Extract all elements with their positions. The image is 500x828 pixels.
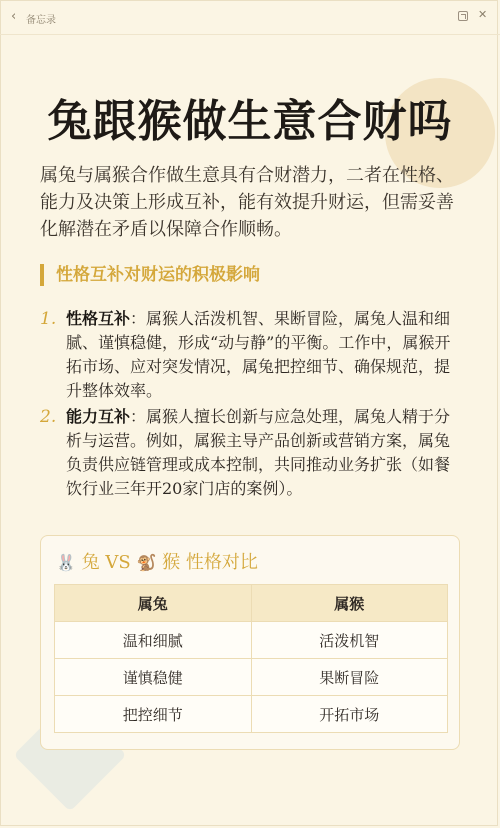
card-title: [56, 548, 258, 574]
card-title-suffix: 猴 性格对比: [162, 552, 258, 573]
top-bar: [0, 0, 500, 35]
list-body: ：属猴人活泼机智、果断冒险，属兔人温和细腻、谨慎稳健，形成“动与静”的平衡。工作中，属猴开拓市场、应对突发情况，属兔把控细节、确保规范，提升整体效率。: [66, 309, 451, 400]
table-cell: 把控细节: [55, 696, 252, 733]
intro-paragraph: 属兔与属猴合作做生意具有合财潜力，二者在性格、能力及决策上形成互补，能有效提升财运，但需妥善化解潜在矛盾以保障合作顺畅。: [40, 165, 454, 240]
card-title-prefix: 兔 VS: [81, 552, 131, 573]
table-row: [55, 622, 448, 659]
list-item: [40, 405, 455, 501]
table-cell: 谨慎稳健: [55, 659, 252, 696]
table-row: [55, 696, 448, 733]
table-cell: 果断冒险: [251, 659, 448, 696]
section-heading: 性格互补对财运的积极影响: [40, 264, 260, 286]
topbar-title[interactable]: 备忘录: [26, 15, 56, 26]
list-number: 1.: [40, 309, 57, 329]
table-header: 属兔: [55, 585, 252, 622]
table-row: [55, 659, 448, 696]
comparison-table: [54, 584, 448, 733]
table-header: 属猴: [251, 585, 448, 622]
rabbit-icon: 🐰: [56, 553, 76, 572]
table-cell: 活泼机智: [251, 622, 448, 659]
list-number: 2.: [40, 407, 57, 427]
monkey-icon: 🐒: [136, 553, 157, 572]
list-term: 性格互补: [66, 309, 131, 328]
chevron-left-icon[interactable]: ‹: [11, 9, 17, 24]
share-icon[interactable]: [458, 11, 468, 21]
list-body: ：属猴人擅长创新与应急处理，属兔人精于分析与运营。例如，属猴主导产品创新或营销方案，属兔负责供应链管理或成本控制，共同推动业务扩张（如餐饮行业三年开20家门店的案例）。: [66, 407, 451, 498]
close-icon[interactable]: ✕: [478, 8, 488, 21]
table-cell: 开拓市场: [251, 696, 448, 733]
list-term: 能力互补: [66, 407, 131, 426]
comparison-card: [40, 535, 460, 750]
page-title: 兔跟猴做生意合财吗: [47, 96, 453, 147]
table-cell: 温和细腻: [55, 622, 252, 659]
list-item: [40, 307, 455, 403]
table-header-row: [55, 585, 448, 622]
